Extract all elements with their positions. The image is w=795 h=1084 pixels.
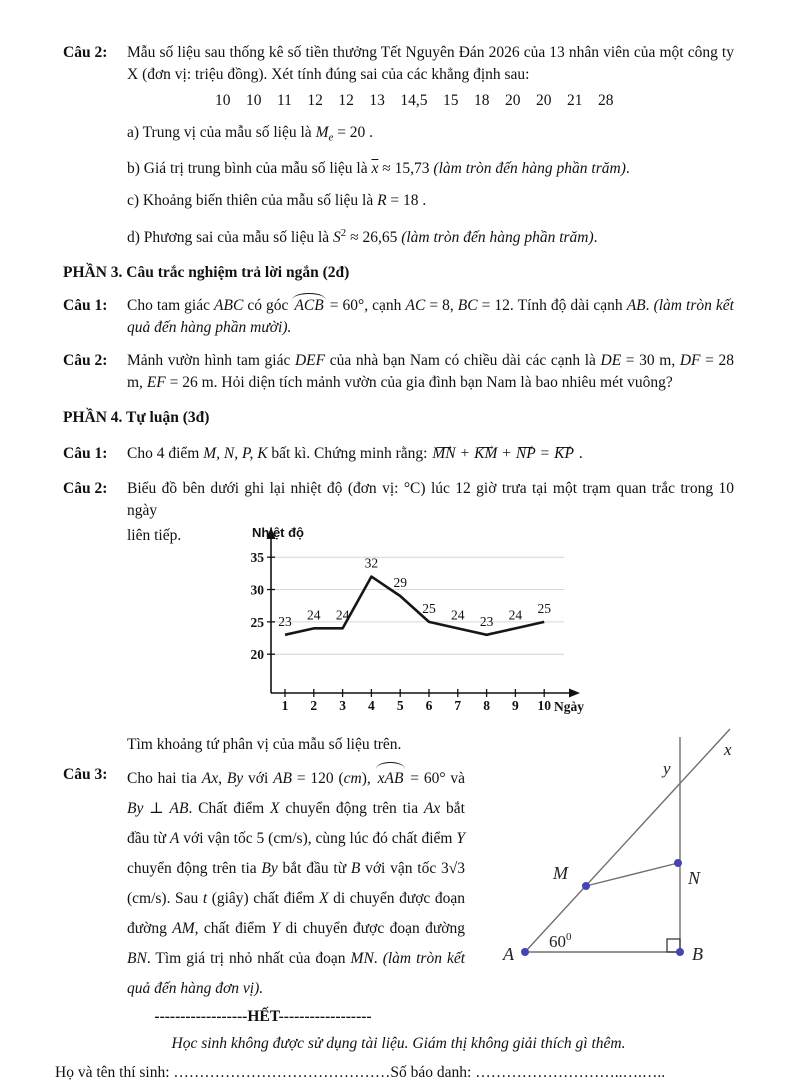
question-body-cont: liên tiếp.: [127, 527, 182, 545]
question-body: Biểu đồ bên dưới ghi lại nhiệt độ (đơn vị: °C) lúc 12 giờ trưa tại một trạm quan trắc trong 10 ngày: [127, 480, 734, 520]
data-sample-row: 10 10 11 12 12 13 14,5 15 18 20 20 21 28: [215, 92, 614, 109]
question-body: Cho hai tia Ax, By với AB = 120 (cm), xAB = 60° và By ⊥ AB. Chất điểm X chuyển động trên tia Ax bắt đầu từ A với vận tốc 5 (cm/s), cùng lúc đó chất điểm Y chuyển động trên tia By bắt đầu từ B với vận tốc 3√3 (cm/s). Sau t (giây) chất điểm X di chuyển được đoạn đường AM, chất điểm Y di chuyển được đoạn đường BN. Tìm giá trị nhỏ nhất của đoạn MN. (làm tròn kết quả đến hàng đơn vị).: [127, 764, 465, 1004]
question-body: Cho 4 điểm M, N, P, K bất kì. Chứng minh rằng: ⟶ MN + ⟶ KM + ⟶ NP = ⟶ KP .: [127, 443, 734, 465]
label-M: M: [553, 863, 568, 884]
ray-Ax: [525, 729, 730, 952]
svg-text:4: 4: [368, 698, 375, 714]
point-M-dot: [582, 882, 590, 890]
question-label: Câu 1:: [63, 297, 108, 315]
question-body: Mảnh vườn hình tam giác DEF của nhà bạn Nam có chiều dài các cạnh là DE = 30 m, DF = 28 m, EF = 26 m. Hỏi diện tích mảnh vườn của gia đình bạn Nam là bao nhiêu mét vuông?: [127, 352, 734, 392]
question-intro: Mẫu số liệu sau thống kê số tiền thưởng Tết Nguyên Đán 2026 của 13 nhân viên của một công ty X (đơn vị: triệu đồng). Xét tính đúng sai của các khẳng định sau:: [127, 44, 734, 83]
svg-text:9: 9: [512, 698, 519, 714]
label-B: B: [692, 944, 703, 965]
statement-d: d) Phương sai của mẫu số liệu là $S^2 \approx 26,65$ (làm tròn đến hàng phần trăm).: [127, 227, 598, 247]
svg-text:24: 24: [451, 607, 465, 623]
section-4-heading: PHẦN 4. Tự luận (3đ): [63, 409, 210, 427]
svg-text:30: 30: [250, 582, 264, 598]
question-label: Câu 1:: [63, 445, 108, 463]
question-p4-1: [63, 443, 734, 465]
angle-label: $60^0$: [549, 931, 572, 952]
question-label: Câu 2:: [63, 480, 108, 498]
end-marker: ------------------HẾT------------------: [154, 1008, 372, 1026]
svg-text:7: 7: [454, 698, 462, 714]
statement-b: b) Giá trị trung bình của mẫu số liệu là $\overline{x} \approx 15,73$ (làm tròn đến hàng phần trăm).: [127, 160, 630, 178]
svg-text:24: 24: [508, 607, 523, 623]
svg-text:8: 8: [483, 698, 490, 714]
question-label: Câu 2:: [63, 352, 108, 370]
svg-text:25: 25: [250, 615, 264, 631]
question-chart-task: Tìm khoảng tứ phân vị của mẫu số liệu trên.: [127, 736, 402, 754]
svg-text:6: 6: [425, 698, 433, 714]
svg-text:29: 29: [393, 575, 407, 591]
svg-text:1: 1: [281, 698, 289, 714]
svg-text:Ngày: Ngày: [554, 699, 584, 715]
label-A: A: [503, 944, 514, 965]
svg-text:Nhiệt độ: Nhiệt độ: [252, 525, 304, 541]
temperature-line-chart: [250, 525, 596, 728]
svg-text:23: 23: [479, 614, 494, 630]
svg-text:25: 25: [537, 601, 551, 617]
label-ray-y: y: [663, 759, 671, 779]
label-N: N: [688, 868, 701, 889]
svg-text:35: 35: [250, 550, 264, 566]
candidate-name-line: Họ và tên thí sinh: ……………………………………Số báo danh: ………………………..….…..: [55, 1064, 666, 1082]
segment-MN: [586, 863, 678, 886]
question-body: Cho tam giác ABC có góc ACB = 60°, cạnh AC = 8, BC = 12. Tính độ dài cạnh AB. (làm tròn kết quả đến hàng phần mười).: [127, 297, 734, 337]
statement-c: c) Khoảng biến thiên của mẫu số liệu là R = 18 .: [127, 192, 427, 210]
point-B-dot: [676, 948, 684, 956]
svg-text:23: 23: [278, 614, 292, 630]
geometry-figure: [495, 719, 795, 971]
statement-a: a) Trung vị của mẫu số liệu là $M_e = 20$ .: [127, 124, 374, 144]
point-A-dot: [521, 948, 529, 956]
question-p3-2: [63, 350, 734, 394]
label-ray-x: x: [724, 740, 732, 760]
svg-text:24: 24: [307, 607, 321, 623]
svg-text:5: 5: [396, 698, 404, 714]
svg-text:3: 3: [339, 698, 346, 714]
question-label: Câu 3:: [63, 766, 108, 784]
svg-text:32: 32: [364, 556, 379, 572]
svg-text:10: 10: [537, 698, 551, 714]
footer-note: Học sinh không được sử dụng tài liệu. Giám thị không giải thích gì thêm.: [171, 1035, 626, 1053]
svg-text:24: 24: [335, 607, 350, 623]
point-N-dot: [674, 859, 682, 867]
svg-text:2: 2: [310, 698, 318, 714]
question-p4-2: [63, 478, 734, 756]
question-stats: [63, 42, 734, 249]
svg-text:25: 25: [422, 601, 436, 617]
question-label: Câu 2:: [63, 44, 108, 61]
section-3-heading: PHẦN 3. Câu trắc nghiệm trả lời ngắn (2đ): [63, 264, 350, 282]
svg-text:20: 20: [250, 647, 264, 663]
question-p3-1: [63, 295, 734, 339]
